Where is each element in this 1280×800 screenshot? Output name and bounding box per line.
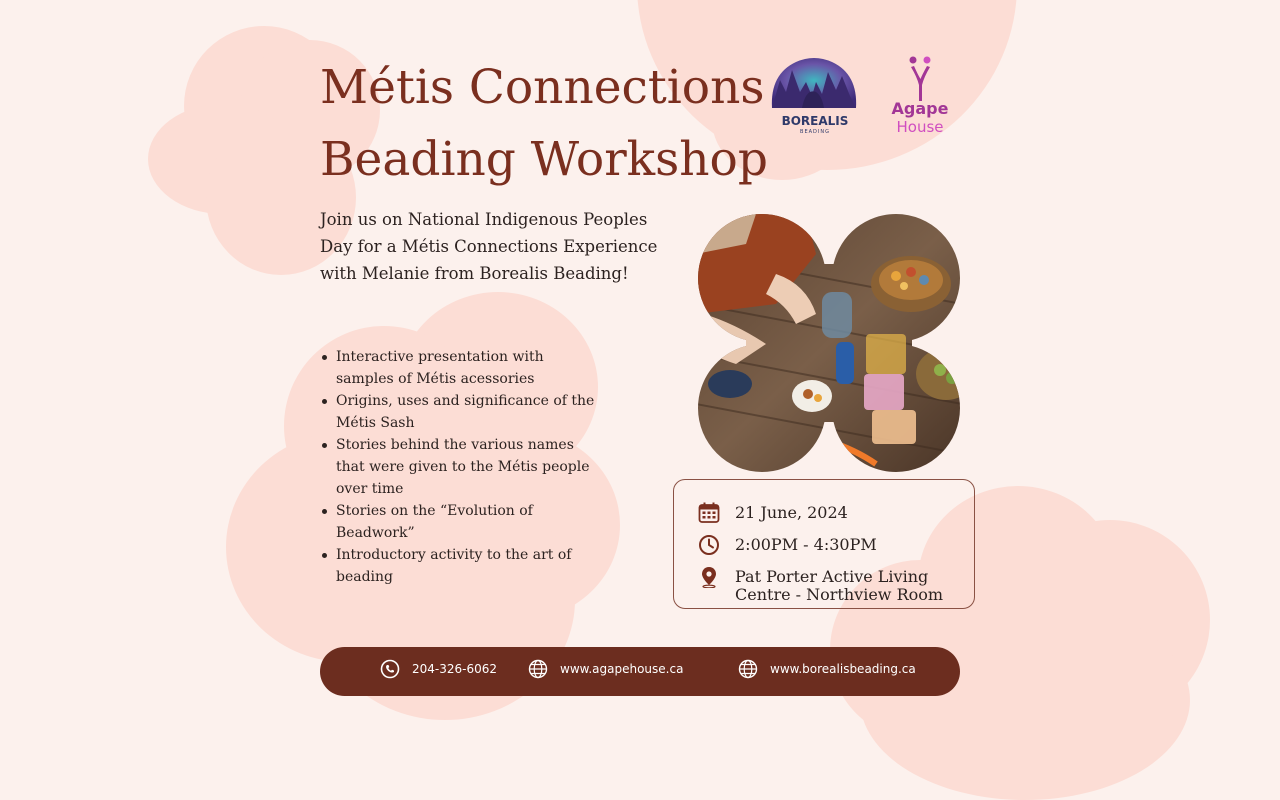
title-line-2: Beading Workshop xyxy=(320,132,768,187)
list-item: Stories on the “Evolution of Beadwork” xyxy=(320,500,600,544)
agape-house-logo-icon xyxy=(905,55,935,103)
title-line-1: Métis Connections xyxy=(320,60,765,115)
event-date-text: 21 June, 2024 xyxy=(735,503,848,522)
event-date xyxy=(698,502,848,524)
clock-icon xyxy=(698,534,720,556)
phone-number[interactable]: 204-326-6062 xyxy=(412,662,498,676)
list-item: Introductory activity to the art of beading xyxy=(320,544,600,588)
borealis-logo-subtext: BEADING xyxy=(800,129,830,135)
agape-logo-text: Agape xyxy=(891,99,949,118)
contact-footer xyxy=(320,647,960,696)
feature-list xyxy=(320,346,600,588)
list-item: Stories behind the various names that were given to the Métis people over time xyxy=(320,434,600,500)
event-location xyxy=(698,566,943,604)
website-borealisbeading[interactable]: www.borealisbeading.ca xyxy=(770,662,916,676)
globe-icon xyxy=(528,659,548,679)
event-time-text: 2:00PM - 4:30PM xyxy=(735,535,877,554)
globe-icon xyxy=(738,659,758,679)
list-item: Origins, uses and significance of the Métis Sash xyxy=(320,390,600,434)
intro-text: Join us on National Indigenous Peoples Day for a Métis Connections Experience with Melanie from Borealis Beading! xyxy=(320,210,658,283)
phone-icon xyxy=(380,659,400,679)
borealis-logo-text: BOREALIS xyxy=(781,114,849,128)
footer-phone[interactable] xyxy=(380,659,497,679)
calendar-icon xyxy=(698,502,720,524)
footer-website-agape[interactable] xyxy=(528,659,683,679)
event-details-box xyxy=(673,479,975,609)
location-pin-icon xyxy=(698,566,720,588)
event-location-text: Pat Porter Active Living Centre - Northview Room xyxy=(735,567,944,604)
agape-logo-subtext: House xyxy=(896,118,944,136)
website-agapehouse[interactable]: www.agapehouse.ca xyxy=(560,662,684,676)
list-item: Interactive presentation with samples of Métis acessories xyxy=(320,346,600,390)
page-title xyxy=(320,52,768,196)
footer-website-borealis[interactable] xyxy=(738,659,916,679)
event-time xyxy=(698,534,877,556)
beading-photo xyxy=(696,214,962,472)
